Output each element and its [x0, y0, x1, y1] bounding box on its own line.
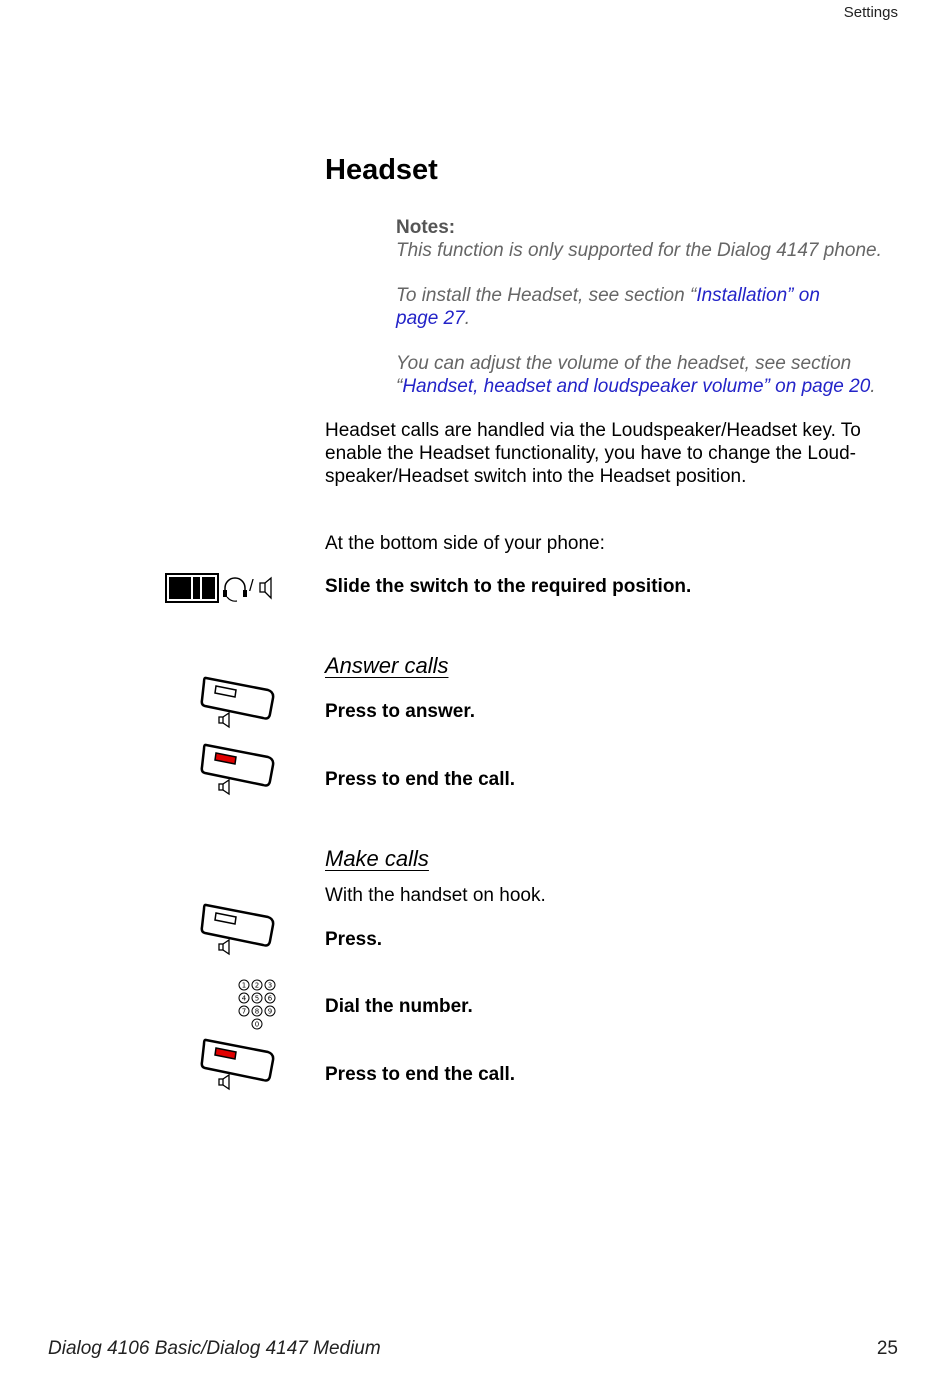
answer-calls-heading: Answer calls	[325, 653, 449, 678]
intro-line: speaker/Headset switch into the Headset position.	[325, 466, 747, 487]
keypad-key-1	[239, 980, 249, 990]
installation-page-link[interactable]: page 27	[396, 308, 465, 329]
end-call-key-icon[interactable]	[198, 1036, 278, 1099]
svg-text:2: 2	[254, 981, 260, 990]
loudspeaker-key-icon[interactable]	[198, 901, 278, 964]
note-install-end: .	[464, 308, 470, 329]
press-to-answer: Press to answer.	[325, 701, 475, 722]
svg-text:9: 9	[267, 1007, 273, 1016]
make-calls-heading: Make calls	[325, 846, 429, 871]
note-volume-end: .	[870, 376, 876, 397]
end-call-key-icon[interactable]	[198, 741, 278, 804]
slide-step: Slide the switch to the required position.	[325, 576, 692, 597]
dial-number-step: Dial the number.	[325, 996, 473, 1017]
keypad-key-9	[265, 1006, 275, 1016]
note-volume	[396, 352, 906, 398]
svg-text:1: 1	[241, 981, 247, 990]
keypad-key-0	[252, 1019, 262, 1029]
note-volume-quote: “	[396, 376, 403, 397]
keypad-key-6	[265, 993, 275, 1003]
intro-line: enable the Headset functionality, you have to change the Loud-	[325, 443, 856, 464]
page-title: Headset	[325, 154, 438, 186]
footer-product: Dialog 4106 Basic/Dialog 4147 Medium	[48, 1338, 381, 1359]
installation-link[interactable]: Installation” on	[696, 285, 820, 306]
loudspeaker-key-icon[interactable]	[198, 674, 278, 737]
note-supported: This function is only supported for the Dialog 4147 phone.	[396, 240, 882, 261]
svg-text:3: 3	[267, 981, 273, 990]
keypad-key-3	[265, 980, 275, 990]
svg-text:0: 0	[254, 1020, 260, 1029]
intro-paragraph	[325, 419, 885, 488]
running-header: Settings	[843, 4, 898, 21]
keypad-key-8	[252, 1006, 262, 1016]
intro-line: Headset calls are handled via the Loudspeaker/Headset key. To	[325, 420, 861, 441]
switch-separator: /	[249, 576, 254, 595]
svg-text:5: 5	[254, 994, 260, 1003]
svg-text:6: 6	[267, 994, 273, 1003]
bottom-side-text: At the bottom side of your phone:	[325, 533, 605, 554]
svg-text:4: 4	[241, 994, 247, 1003]
switch-icon	[165, 572, 277, 609]
keypad-key-2	[252, 980, 262, 990]
svg-text:8: 8	[254, 1007, 260, 1016]
volume-link[interactable]: Handset, headset and loudspeaker volume” on page 20	[402, 376, 871, 397]
handset-condition: With the handset on hook.	[325, 885, 546, 906]
keypad-key-7	[239, 1006, 249, 1016]
keypad-icon	[238, 978, 280, 1037]
svg-text:7: 7	[241, 1007, 247, 1016]
keypad-key-5	[252, 993, 262, 1003]
notes-label: Notes:	[396, 217, 456, 238]
press-to-end-call: Press to end the call.	[325, 1064, 516, 1085]
note-volume-text: You can adjust the volume of the headset, see section	[396, 353, 852, 374]
note-install-text: To install the Headset, see section “	[396, 285, 697, 306]
press-to-end-call: Press to end the call.	[325, 769, 516, 790]
press-step: Press.	[325, 929, 383, 950]
keypad-key-4	[239, 993, 249, 1003]
note-install	[396, 284, 906, 330]
page-number: 25	[876, 1338, 898, 1359]
